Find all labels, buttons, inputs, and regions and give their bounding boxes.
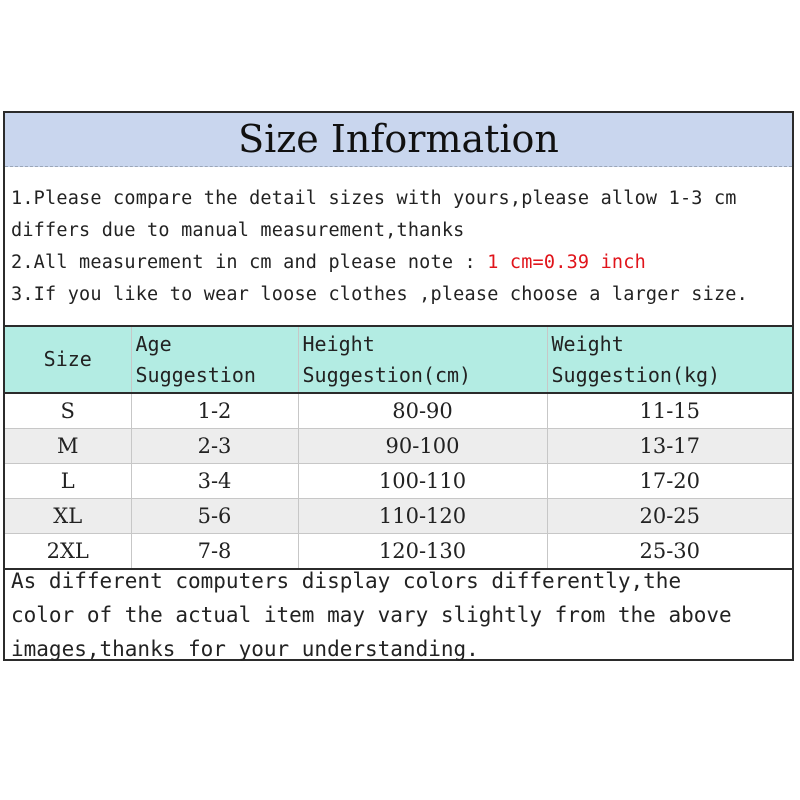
cell-height: 90-100 bbox=[298, 429, 547, 464]
note-line-3 bbox=[11, 247, 786, 279]
cell-age: 7-8 bbox=[131, 534, 298, 570]
header-age-line2: Suggestion bbox=[135, 362, 256, 387]
cell-age: 2-3 bbox=[131, 429, 298, 464]
table-row bbox=[5, 464, 792, 499]
cell-age: 1-2 bbox=[131, 393, 298, 429]
header-height-line1: Height bbox=[302, 331, 375, 356]
cell-height: 110-120 bbox=[298, 499, 547, 534]
size-table-header bbox=[5, 326, 792, 393]
note-line-1: 1.Please compare the detail sizes with yours,please allow 1-3 cm bbox=[11, 188, 737, 209]
cell-weight: 17-20 bbox=[547, 464, 792, 499]
cell-height: 80-90 bbox=[298, 393, 547, 429]
table-row bbox=[5, 429, 792, 464]
note-line-3-text: 2.All measurement in cm and please note : bbox=[11, 252, 488, 273]
header-height-line2: Suggestion(cm) bbox=[302, 362, 472, 387]
note-line-4: 3.If you like to wear loose clothes ,please choose a larger size. bbox=[11, 284, 748, 305]
cell-size: L bbox=[5, 464, 131, 499]
notes-block bbox=[11, 183, 786, 311]
cell-weight: 25-30 bbox=[547, 534, 792, 570]
header-weight-line2: Suggestion(kg) bbox=[551, 362, 721, 387]
cell-size: M bbox=[5, 429, 131, 464]
header-weight-line1: Weight bbox=[551, 331, 624, 356]
note-line-2: differs due to manual measurement,thanks bbox=[11, 220, 465, 241]
page-title: Size Information bbox=[5, 113, 792, 167]
size-table bbox=[5, 325, 792, 570]
header-age-line1: Age bbox=[135, 331, 172, 356]
cell-age: 3-4 bbox=[131, 464, 298, 499]
header-size: Size bbox=[5, 326, 131, 393]
header-weight bbox=[547, 326, 792, 393]
header-age bbox=[131, 326, 298, 393]
disclaimer-line-3: images,thanks for your understanding. bbox=[11, 637, 479, 661]
cell-size: XL bbox=[5, 499, 131, 534]
cell-weight: 20-25 bbox=[547, 499, 792, 534]
cell-size: 2XL bbox=[5, 534, 131, 570]
cell-size: S bbox=[5, 393, 131, 429]
header-height bbox=[298, 326, 547, 393]
conversion-highlight: 1 cm=0.39 inch bbox=[487, 252, 646, 273]
disclaimer-line-1: As different computers display colors differently,the bbox=[11, 569, 682, 593]
table-row bbox=[5, 393, 792, 429]
disclaimer-block bbox=[11, 564, 786, 666]
cell-age: 5-6 bbox=[131, 499, 298, 534]
cell-weight: 13-17 bbox=[547, 429, 792, 464]
size-information-sheet bbox=[3, 111, 794, 661]
disclaimer-line-2: color of the actual item may vary slightly from the above bbox=[11, 603, 732, 627]
table-row bbox=[5, 499, 792, 534]
cell-height: 100-110 bbox=[298, 464, 547, 499]
cell-height: 120-130 bbox=[298, 534, 547, 570]
cell-weight: 11-15 bbox=[547, 393, 792, 429]
